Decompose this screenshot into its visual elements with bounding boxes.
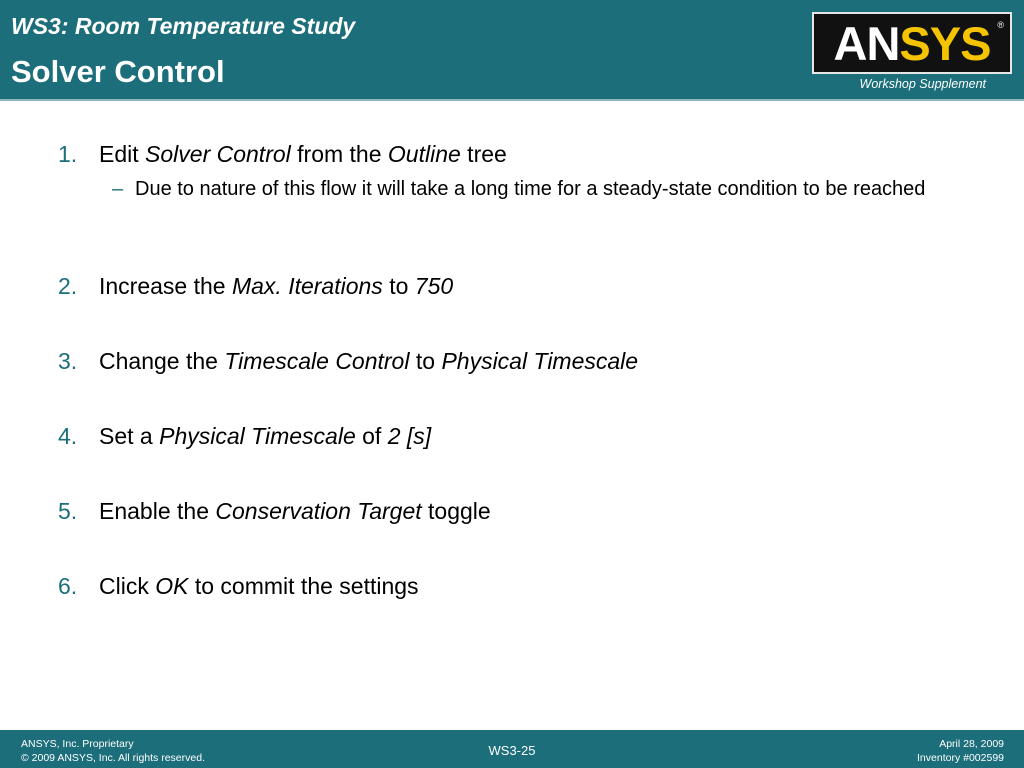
step-text: Edit Solver Control from the Outline tree bbox=[99, 141, 507, 167]
workshop-supplement-label: Workshop Supplement bbox=[859, 77, 986, 91]
step-text: Enable the Conservation Target toggle bbox=[99, 498, 491, 524]
step-number: 2. bbox=[58, 273, 78, 299]
footer-proprietary: ANSYS, Inc. Proprietary bbox=[21, 738, 134, 750]
step-number: 4. bbox=[58, 423, 78, 449]
footer-inventory: Inventory #002599 bbox=[917, 752, 1004, 764]
logo-registered-mark: ® bbox=[997, 20, 1004, 30]
slide-number: WS3-25 bbox=[488, 743, 536, 758]
step-text: Increase the Max. Iterations to 750 bbox=[99, 273, 454, 299]
step-number: 3. bbox=[58, 348, 78, 374]
footer-date: April 28, 2009 bbox=[939, 738, 1004, 750]
step-number: 1. bbox=[58, 141, 78, 167]
slide-title: Solver Control bbox=[11, 54, 225, 89]
header-divider bbox=[0, 99, 1024, 101]
footer-meta bbox=[917, 737, 1004, 765]
step-number: 6. bbox=[58, 573, 78, 599]
logo-wordmark: ANSYS bbox=[833, 16, 991, 70]
footer-rights: © 2009 ANSYS, Inc. All rights reserved. bbox=[21, 752, 205, 764]
step-text: Change the Timescale Control to Physical Timescale bbox=[99, 348, 639, 374]
sub-bullet-text: Due to nature of this flow it will take a long time for a steady-state condition to be reached bbox=[135, 178, 926, 200]
footer-band bbox=[0, 730, 1024, 768]
dash-bullet-icon: – bbox=[112, 178, 124, 200]
header-band bbox=[0, 0, 1024, 99]
step-number: 5. bbox=[58, 498, 78, 524]
step-text: Set a Physical Timescale of 2 [s] bbox=[99, 423, 432, 449]
step-text: Click OK to commit the settings bbox=[99, 573, 419, 599]
slide-subtitle: WS3: Room Temperature Study bbox=[11, 13, 356, 39]
ansys-logo bbox=[812, 12, 1012, 74]
